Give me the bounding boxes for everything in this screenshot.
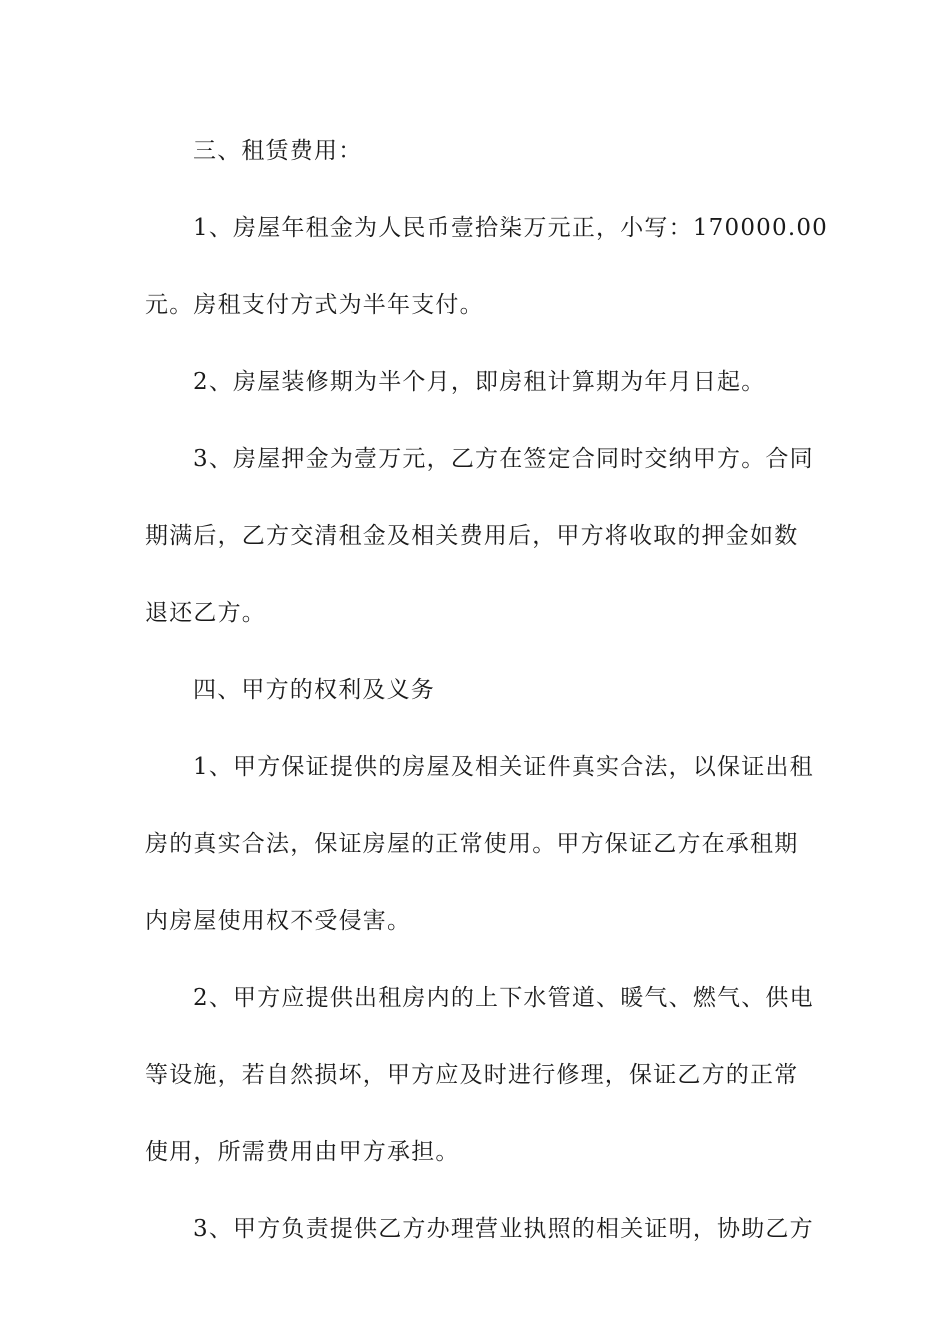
text-line: 3、甲方负责提供乙方办理营业执照的相关证明，协助乙方 xyxy=(193,1216,814,1242)
text-line: 等设施，若自然损坏，甲方应及时进行修理，保证乙方的正常 xyxy=(145,1062,799,1088)
section-heading-landlord-rights: 四、甲方的权利及义务 xyxy=(193,677,435,703)
text-line: 元。房租支付方式为半年支付。 xyxy=(145,292,484,318)
text-line: 1、房屋年租金为人民币壹拾柒万元正，小写：170000.00 xyxy=(193,215,829,241)
text-line: 1、甲方保证提供的房屋及相关证件真实合法，以保证出租 xyxy=(193,754,814,780)
text-line: 使用，所需费用由甲方承担。 xyxy=(145,1139,460,1165)
text-line: 2、甲方应提供出租房内的上下水管道、暖气、燃气、供电 xyxy=(193,985,814,1011)
text-line: 房的真实合法，保证房屋的正常使用。甲方保证乙方在承租期 xyxy=(145,831,799,857)
text-line: 退还乙方。 xyxy=(145,600,266,626)
document-body xyxy=(145,113,829,1268)
text-line: 内房屋使用权不受侵害。 xyxy=(145,908,412,934)
text-line: 2、房屋装修期为半个月，即房租计算期为年月日起。 xyxy=(193,369,766,395)
text-line: 3、房屋押金为壹万元，乙方在签定合同时交纳甲方。合同 xyxy=(193,446,814,472)
text-line: 期满后，乙方交清租金及相关费用后，甲方将收取的押金如数 xyxy=(145,523,799,549)
section-heading-rental-fees: 三、租赁费用： xyxy=(193,138,363,164)
